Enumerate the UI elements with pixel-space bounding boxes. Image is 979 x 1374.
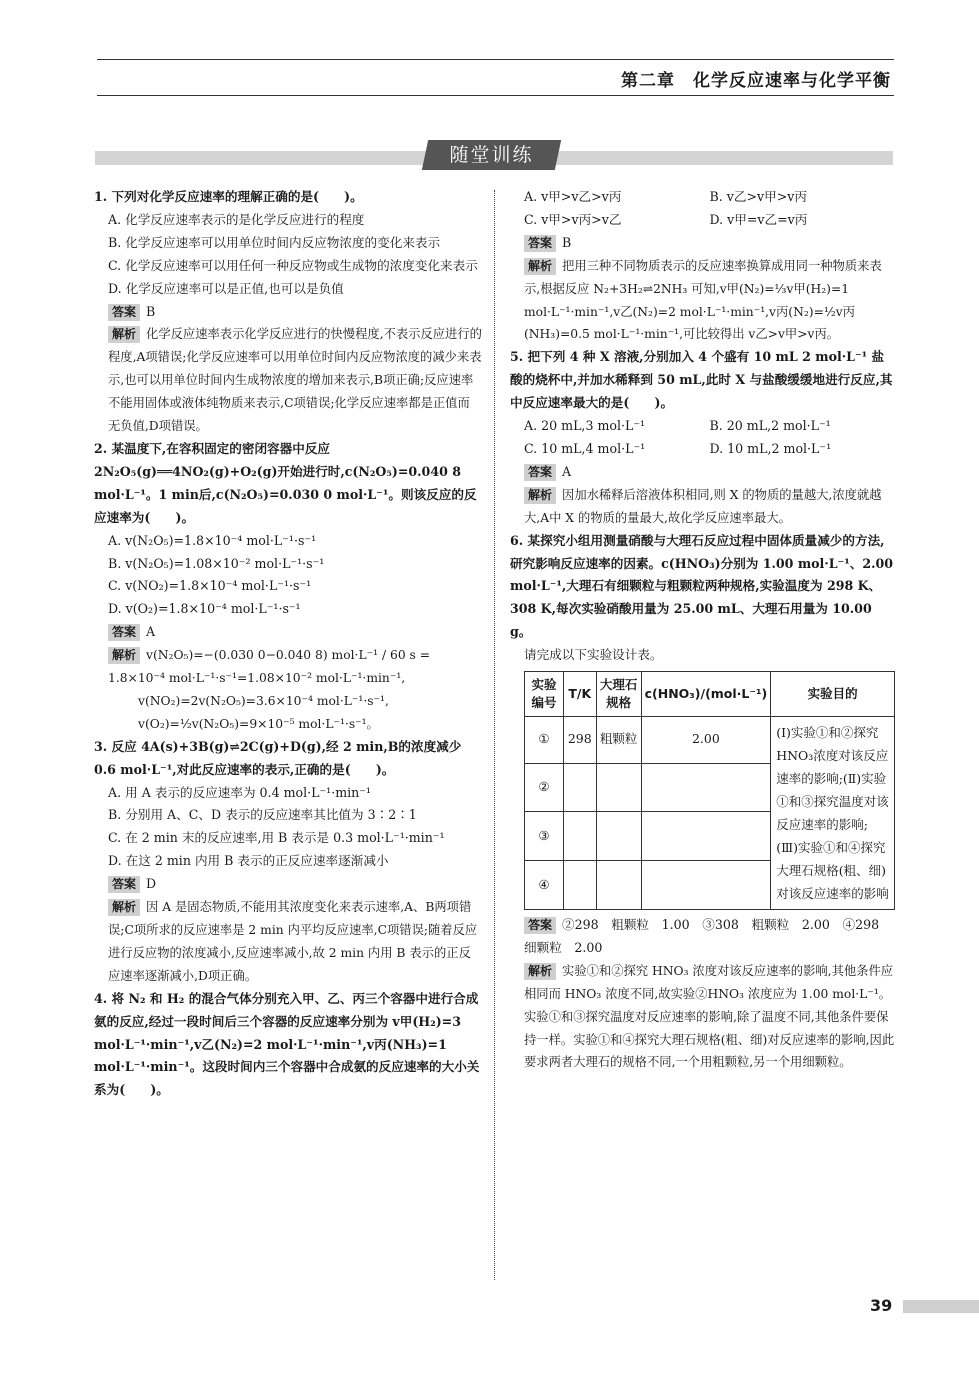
q5-analysis — [510, 484, 895, 530]
q5-options-row-2 — [510, 438, 895, 461]
q2-option-a: A. v(N₂O₅)=1.8×10⁻⁴ mol·L⁻¹·s⁻¹ — [108, 532, 317, 548]
cell-conc[interactable] — [641, 763, 771, 812]
q3-answer-value: D — [146, 876, 157, 892]
question-2 — [94, 438, 482, 736]
q2-analysis-3: v(O₂)=½v(N₂O₅)=9×10⁻⁵ mol·L⁻¹·s⁻¹。 — [138, 716, 379, 731]
table-row — [525, 717, 895, 764]
q2-analysis — [94, 644, 482, 690]
cell-conc[interactable] — [641, 812, 771, 861]
q3-stem: 3. 反应 4A(s)+3B(g)⇌2C(g)+D(g),经 2 min,B的浓度减少 0.6 mol·L⁻¹,对此反应速率的表示,正确的是( )。 — [94, 738, 462, 777]
q3-option-b: B. 分别用 A、C、D 表示的反应速率其比值为 3∶2∶1 — [108, 807, 417, 823]
col-header-conc: c(HNO₃)/(mol·L⁻¹) — [641, 672, 771, 717]
q4-option-d: D. v甲=v乙=v丙 — [709, 211, 808, 227]
cell-id: ② — [525, 763, 564, 812]
header-rule-bottom — [97, 95, 894, 96]
q6-answer-value: ②298 粗颗粒 1.00 ③308 粗颗粒 2.00 ④298 细颗粒 2.00 — [524, 917, 892, 955]
analysis-tag: 解析 — [108, 326, 140, 343]
q4-answer-value: B — [562, 234, 572, 250]
q5-answer-value: A — [562, 463, 572, 479]
question-5 — [510, 346, 895, 529]
q5-options-row-1 — [510, 415, 895, 438]
analysis-tag: 解析 — [108, 899, 140, 916]
page-number: 39 — [870, 1296, 893, 1315]
answer-tag: 答案 — [108, 624, 140, 641]
col-header-goal: 实验目的 — [771, 672, 895, 717]
right-column — [510, 186, 895, 1074]
question-3 — [94, 736, 482, 988]
q4-option-c: C. v甲>v丙>v乙 — [524, 211, 622, 227]
cell-id: ④ — [525, 861, 564, 910]
q4-analysis-text: 把用三种不同物质表示的反应速率换算成用同一种物质来表示,根据反应 N₂+3H₂⇌2NH₃ 可知,v甲(N₂)=⅓v甲(H₂)=1 mol·L⁻¹·min⁻¹,v乙(N₂)=2 mol·L⁻¹·min⁻¹,v丙(N₂)=½v丙(NH₃)=0.5 mol·L⁻¹·min⁻¹,可比较得出 v乙>v甲>v丙。 — [524, 258, 882, 342]
banner-title: 随堂训练 — [449, 144, 534, 166]
q4-option-a: A. v甲>v乙>v丙 — [524, 189, 622, 204]
cell-marble: 粗颗粒 — [596, 717, 641, 764]
q5-stem: 5. 把下列 4 种 X 溶液,分别加入 4 个盛有 10 mL 2 mol·L⁻¹ 盐酸的烧杯中,并加水稀释到 50 mL,此时 X 与盐酸缓缓地进行反应,其中反应速率最大的是( )。 — [510, 349, 893, 411]
q3-analysis-text: 因 A 是固态物质,不能用其浓度变化来表示速率,A、B两项错误;C项所求的反应速率是 2 min 内平均反应速率,C项错误;随着反应进行反应物的浓度减小,反应速率减小,故 2 min 内用 B 表示的正反应速率逐渐减小,D项正确。 — [108, 900, 478, 983]
column-divider — [494, 190, 495, 1280]
question-6 — [510, 530, 895, 1075]
analysis-tag: 解析 — [524, 963, 556, 980]
question-4-continued — [510, 186, 895, 346]
q3-answer — [94, 873, 482, 896]
cell-conc: 2.00 — [641, 717, 771, 764]
cell-temp[interactable] — [564, 861, 596, 910]
q2-answer-value: A — [146, 624, 156, 640]
q1-option-b: B. 化学反应速率可以用单位时间内反应物浓度的变化来表示 — [108, 234, 441, 250]
q5-option-d: D. 10 mL,2 mol·L⁻¹ — [709, 440, 832, 456]
q2-answer — [94, 621, 482, 644]
answer-tag: 答案 — [524, 917, 556, 934]
q5-answer — [510, 461, 895, 484]
q1-answer-value: B — [146, 303, 156, 319]
analysis-tag: 解析 — [108, 647, 140, 664]
cell-id: ③ — [525, 812, 564, 861]
question-1 — [94, 186, 482, 438]
q2-option-c: C. v(NO₂)=1.8×10⁻⁴ mol·L⁻¹·s⁻¹ — [108, 578, 312, 594]
page-number-bar — [903, 1300, 979, 1313]
answer-tag: 答案 — [524, 464, 556, 481]
q5-option-c: C. 10 mL,4 mol·L⁻¹ — [524, 440, 646, 456]
q3-option-d: D. 在这 2 min 内用 B 表示的正反应速率逐渐减小 — [108, 853, 389, 869]
question-4 — [94, 988, 482, 1103]
q3-option-c: C. 在 2 min 末的反应速率,用 B 表示是 0.3 mol·L⁻¹·min⁻¹ — [108, 830, 445, 846]
q2-analysis-1: v(N₂O₅)=−(0.030 0−0.040 8) mol·L⁻¹ / 60 s = 1.8×10⁻⁴ mol·L⁻¹·s⁻¹=1.08×10⁻² mol·L⁻¹·min⁻¹, — [108, 648, 431, 686]
chapter-title: 第二章 化学反应速率与化学平衡 — [621, 71, 891, 91]
left-column — [94, 186, 482, 1102]
q6-stem: 6. 某探究小组用测量硝酸与大理石反应过程中固体质量减少的方法,研究影响反应速率的因素。c(HNO₃)分别为 1.00 mol·L⁻¹、2.00 mol·L⁻¹,大理石有细颗粒与粗颗粒两种规格,实验温度为 298 K、308 K,每次实验硝酸用量为 25.00 mL、大理石用量为 10.00 g。 — [510, 532, 894, 640]
q4-options-row-1 — [510, 186, 895, 209]
col-header-marble: 大理石规格 — [596, 672, 641, 717]
cell-marble[interactable] — [596, 812, 641, 861]
q1-analysis — [94, 323, 482, 438]
q1-option-d: D. 化学反应速率可以是正值,也可以是负值 — [108, 280, 344, 296]
q1-stem: 1. 下列对化学反应速率的理解正确的是( )。 — [94, 189, 363, 204]
cell-marble[interactable] — [596, 861, 641, 910]
q6-analysis-text: 实验①和②探究 HNO₃ 浓度对该反应速率的影响,其他条件应相同而 HNO₃ 浓度不同,故实验②HNO₃ 浓度应为 1.00 mol·L⁻¹。实验①和③探究温度对反应速率的影响,除了温度不同,其他条件要保持一样。实验①和④探究大理石规格(粗、细)对反应速率的影响,因此要求两者大理石的规格不同,一个用粗颗粒,另一个用细颗粒。 — [524, 963, 895, 1070]
answer-tag: 答案 — [108, 876, 140, 893]
col-header-temp: T/K — [564, 672, 596, 717]
q2-stem: 2. 某温度下,在容积固定的密闭容器中反应 2N₂O₅(g)══4NO₂(g)+O₂(g)开始进行时,c(N₂O₅)=0.040 8 mol·L⁻¹。1 min后,c(N₂O₅)=0.030 0 mol·L⁻¹。则该反应的反应速率为( )。 — [94, 440, 477, 525]
q6-answer — [510, 914, 895, 960]
header-rule-top — [97, 59, 894, 60]
col-header-id: 实验编号 — [525, 672, 564, 717]
cell-conc[interactable] — [641, 861, 771, 910]
q1-analysis-text: 化学反应速率表示化学反应进行的快慢程度,不表示反应进行的程度,A项错误;化学反应速率可以用单位时间内反应物浓度的减少来表示,也可以用单位时间内生成物浓度的增加来表示,B项正确;反应速率不能用固体或液体纯物质来表示,C项错误;化学反应速率都是正值而无负值,D项错误。 — [108, 327, 482, 434]
analysis-tag: 解析 — [524, 487, 556, 504]
q2-analysis-2: v(NO₂)=2v(N₂O₅)=3.6×10⁻⁴ mol·L⁻¹·s⁻¹, — [138, 693, 389, 708]
q1-answer — [94, 301, 482, 324]
answer-tag: 答案 — [524, 235, 556, 252]
cell-temp[interactable] — [564, 812, 596, 861]
q4-option-b: B. v乙>v甲>v丙 — [709, 189, 807, 204]
q1-option-c: C. 化学反应速率可以用任何一种反应物或生成物的浓度变化来表示 — [108, 257, 478, 273]
q4-answer — [510, 232, 895, 255]
q4-stem: 4. 将 N₂ 和 H₂ 的混合气体分别充入甲、乙、丙三个容器中进行合成氨的反应,经过一段时间后三个容器的反应速率分别为 v甲(H₂)=3 mol·L⁻¹·min⁻¹,v乙(N₂)=2 mol·L⁻¹·min⁻¹,v丙(NH₃)=1 mol·L⁻¹·min⁻¹。这段时间内三个容器中合成氨的反应速率的大小关系为( )。 — [94, 990, 480, 1098]
q6-analysis — [510, 960, 895, 1075]
cell-id: ① — [525, 717, 564, 764]
q1-option-a: A. 化学反应速率表示的是化学反应进行的程度 — [108, 211, 365, 227]
q5-option-b: B. 20 mL,2 mol·L⁻¹ — [709, 418, 831, 434]
q3-option-a: A. 用 A 表示的反应速率为 0.4 mol·L⁻¹·min⁻¹ — [108, 784, 371, 800]
answer-tag: 答案 — [108, 304, 140, 321]
q2-option-b: B. v(N₂O₅)=1.08×10⁻² mol·L⁻¹·s⁻¹ — [108, 555, 325, 571]
q3-analysis — [94, 896, 482, 988]
q2-option-d: D. v(O₂)=1.8×10⁻⁴ mol·L⁻¹·s⁻¹ — [108, 601, 301, 617]
q5-option-a: A. 20 mL,3 mol·L⁻¹ — [524, 418, 646, 434]
cell-temp[interactable] — [564, 763, 596, 812]
cell-temp: 298 — [564, 717, 596, 764]
analysis-tag: 解析 — [524, 258, 556, 275]
q4-options-row-2 — [510, 209, 895, 232]
table-header-row — [525, 672, 895, 717]
q4-analysis — [510, 255, 895, 347]
q6-prompt: 请完成以下实验设计表。 — [524, 647, 663, 663]
cell-goal: (Ⅰ)实验①和②探究HNO₃浓度对该反应速率的影响;(Ⅱ)实验①和③探究温度对该反应速率的影响;(Ⅲ)实验①和④探究大理石规格(粗、细)对该反应速率的影响 — [771, 717, 895, 910]
experiment-table — [524, 671, 895, 910]
q5-analysis-text: 因加水稀释后溶液体积相同,则 X 的物质的量越大,浓度就越大,A中 X 的物质的量最大,故化学反应速率最大。 — [524, 487, 882, 525]
cell-marble[interactable] — [596, 763, 641, 812]
